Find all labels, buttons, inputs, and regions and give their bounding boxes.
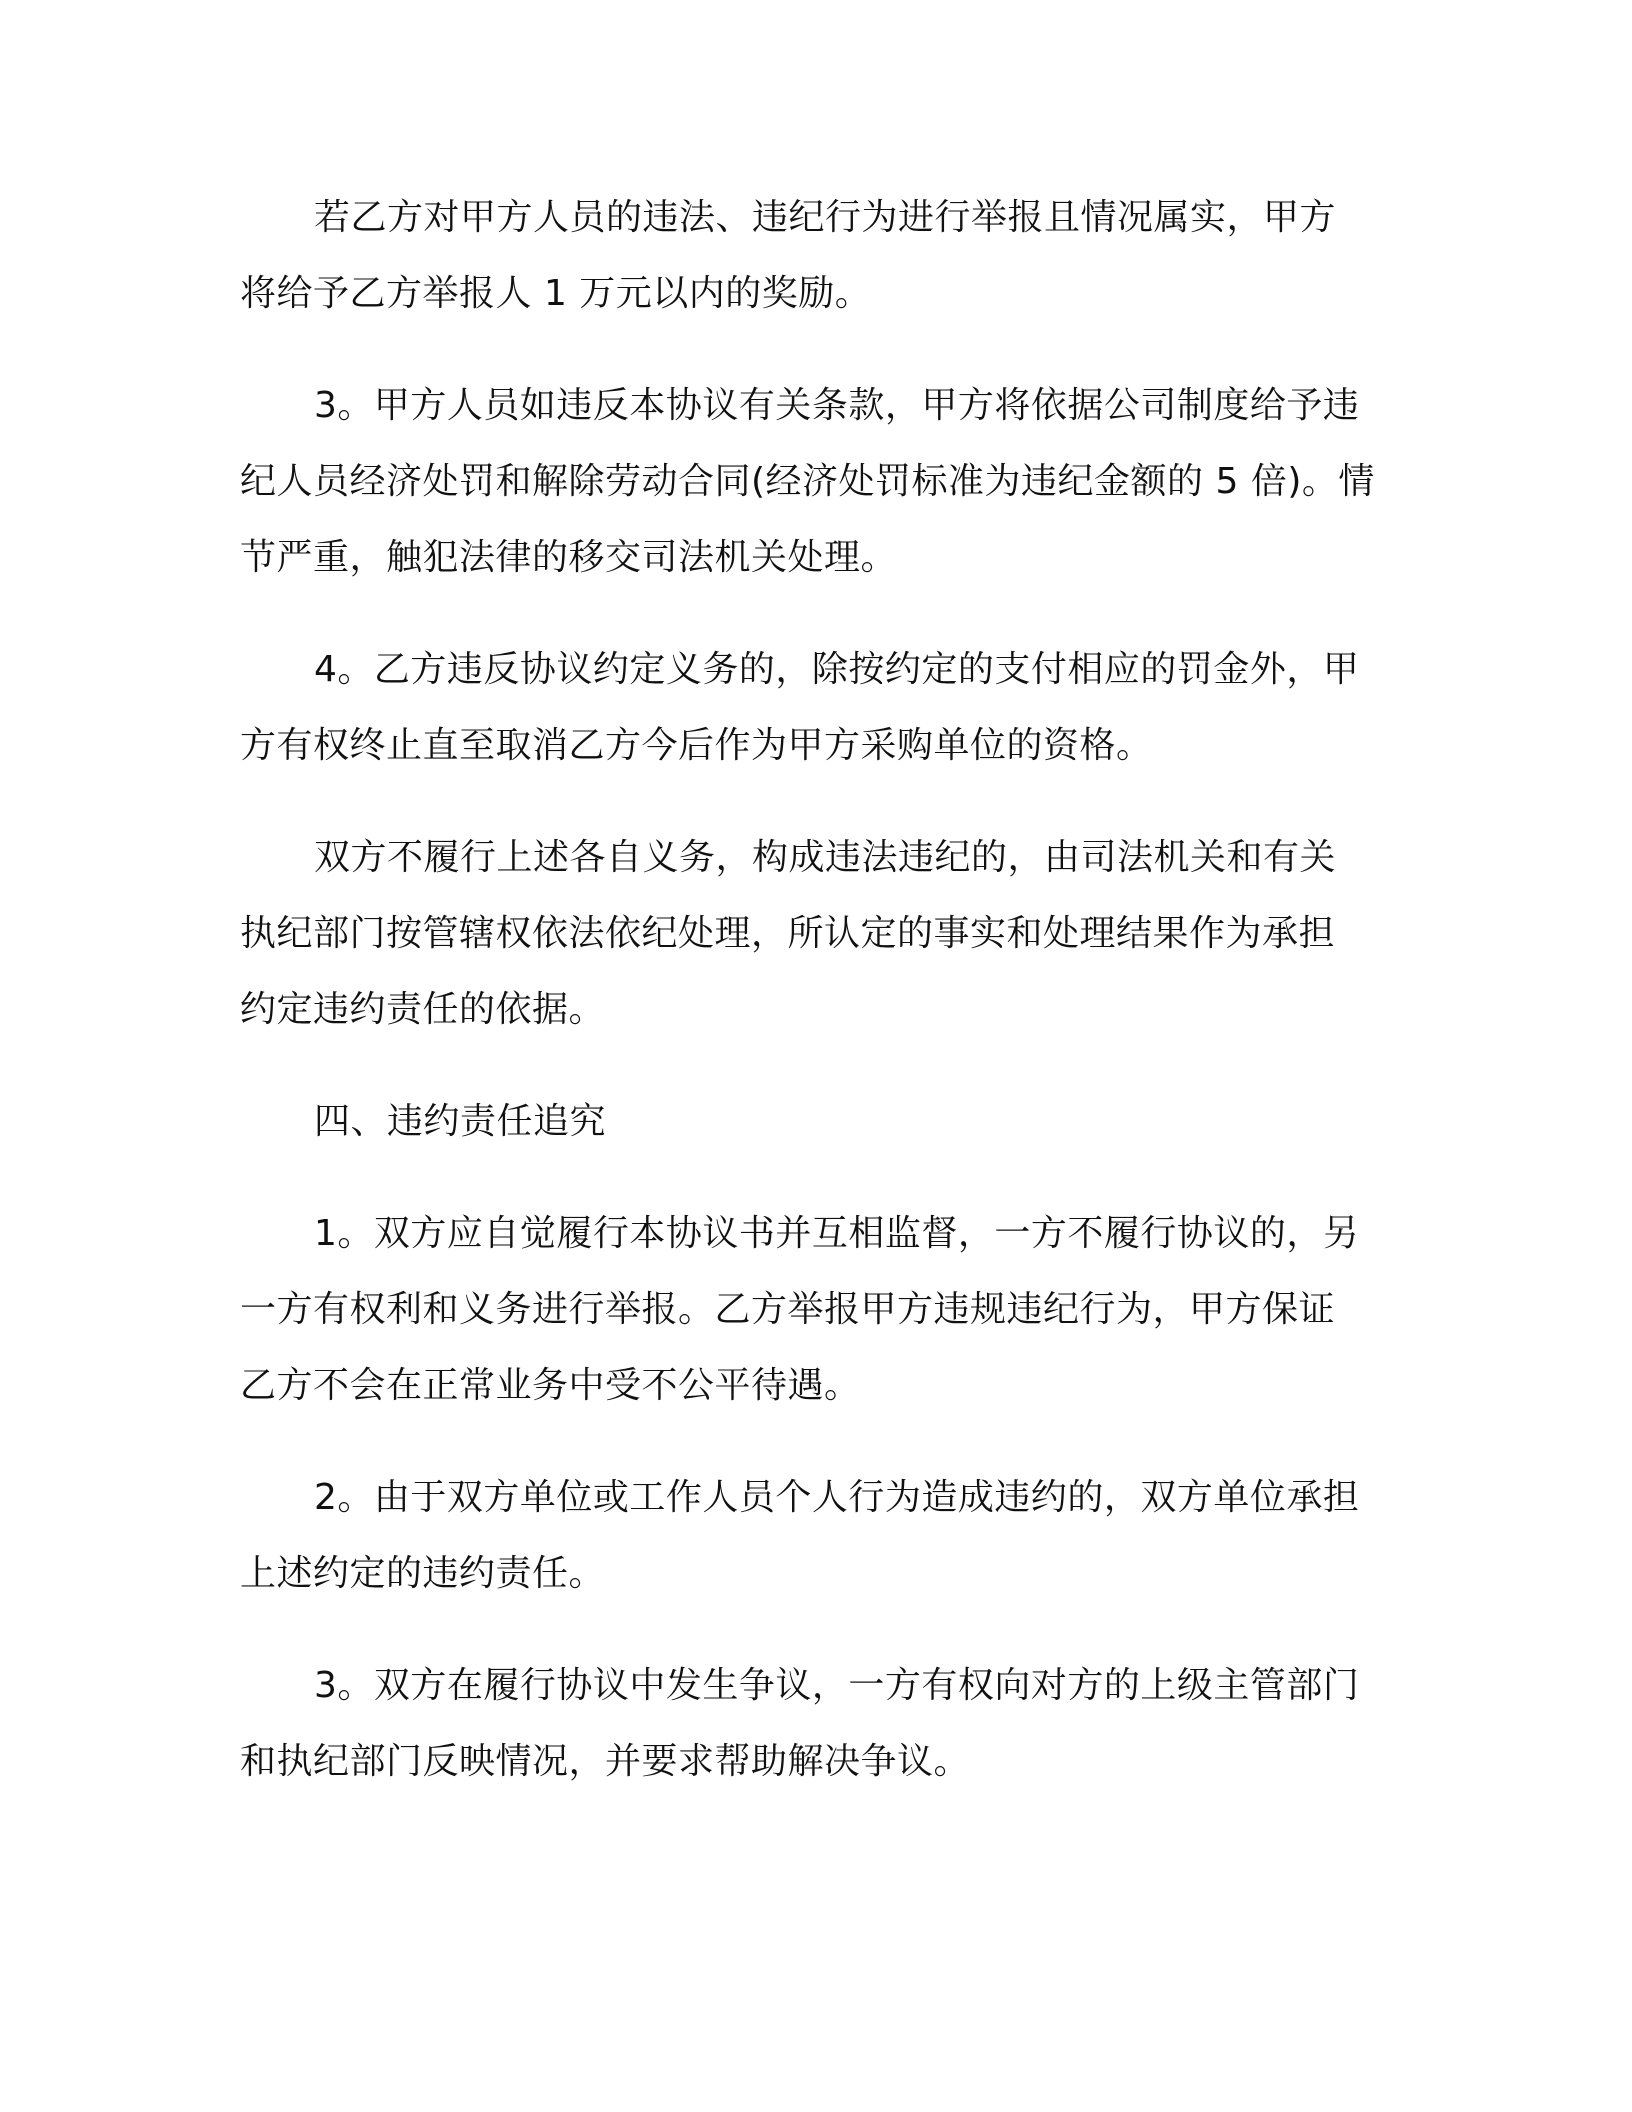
text-line: 上述约定的违约责任。 — [240, 1553, 606, 1594]
text-line: 2。由于双方单位或工作人员个人行为造成违约的，双方单位承担 — [314, 1477, 1360, 1518]
text-line: 一方有权利和义务进行举报。乙方举报甲方违规违纪行为，甲方保证 — [240, 1289, 1336, 1330]
text-line: 双方不履行上述各自义务，构成违法违纪的，由司法机关和有关 — [314, 837, 1337, 878]
text-line: 若乙方对甲方人员的违法、违纪行为进行举报且情况属实，甲方 — [314, 197, 1337, 238]
paragraph-clause-3 — [240, 368, 1380, 596]
section-heading: 四、违约责任追究 — [314, 1101, 607, 1142]
text-line: 1。双方应自觉履行本协议书并互相监督，一方不履行协议的，另 — [314, 1213, 1360, 1254]
text-line: 约定违约责任的依据。 — [240, 989, 606, 1030]
paragraph-reward — [240, 180, 1380, 332]
text-line: 3。甲方人员如违反本协议有关条款，甲方将依据公司制度给予违 — [314, 385, 1360, 426]
paragraph-section-clause-3 — [240, 1648, 1380, 1800]
text-line: 纪人员经济处罚和解除劳动合同(经济处罚标准为违纪金额的 5 倍)。情 — [240, 461, 1375, 502]
document-body — [240, 180, 1380, 1836]
paragraph-mutual-obligations — [240, 820, 1380, 1048]
text-line: 方有权终止直至取消乙方今后作为甲方采购单位的资格。 — [240, 725, 1153, 766]
text-line: 执纪部门按管辖权依法依纪处理，所认定的事实和处理结果作为承担 — [240, 913, 1336, 954]
paragraph-clause-4 — [240, 632, 1380, 784]
text-line: 3。双方在履行协议中发生争议，一方有权向对方的上级主管部门 — [314, 1665, 1360, 1706]
text-line: 和执纪部门反映情况，并要求帮助解决争议。 — [240, 1741, 971, 1782]
text-line: 节严重，触犯法律的移交司法机关处理。 — [240, 537, 898, 578]
text-line: 4。乙方违反协议约定义务的，除按约定的支付相应的罚金外，甲 — [314, 649, 1360, 690]
paragraph-section-clause-1 — [240, 1196, 1380, 1424]
paragraph-section-clause-2 — [240, 1460, 1380, 1612]
text-line: 将给予乙方举报人 1 万元以内的奖励。 — [240, 273, 872, 314]
text-line: 乙方不会在正常业务中受不公平待遇。 — [240, 1365, 861, 1406]
